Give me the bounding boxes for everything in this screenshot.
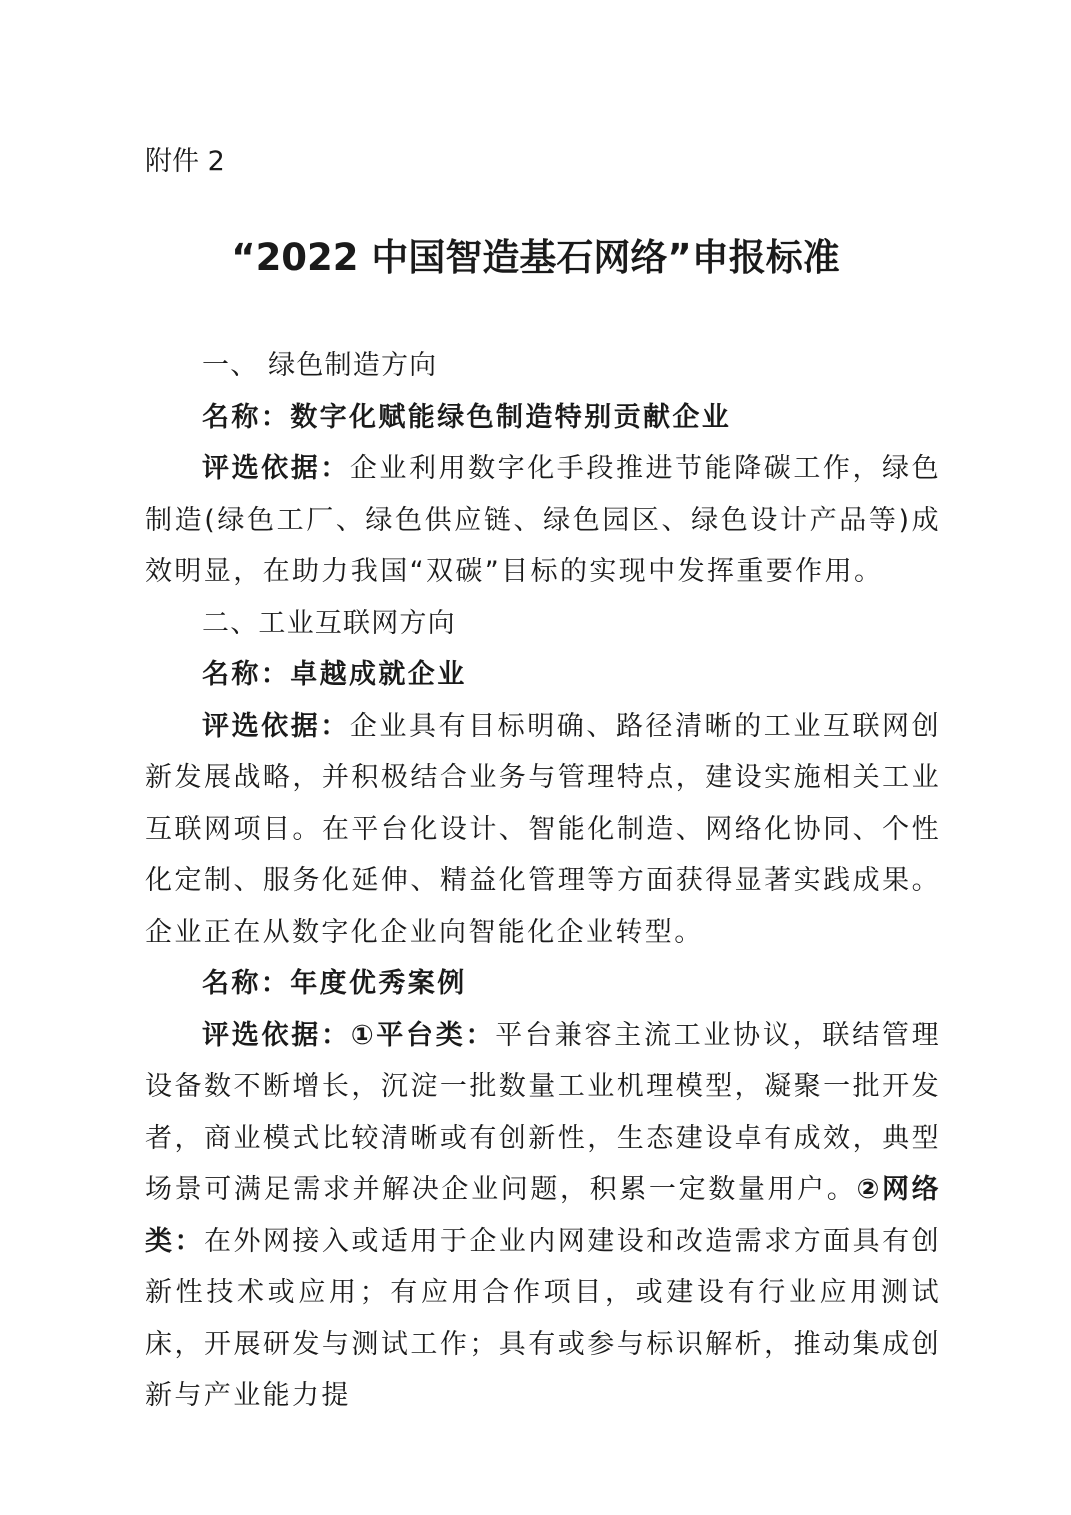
name-label: 名称： xyxy=(202,968,291,999)
award-name-paragraph xyxy=(145,958,941,1010)
section-heading-industrial-internet: 二、工业互联网方向 xyxy=(202,607,456,639)
criteria-text: 企业利用数字化手段推进节能降碳工作，绿色制造(绿色工厂、绿色供应链、绿色园区、绿色设计产品等)成效明显，在助力我国“双碳”目标的实现中发挥重要作用。 xyxy=(145,453,942,587)
platform-category-text: 平台兼容主流工业协议，联结管理设备数不断增长，沉淀一批数量工业机理模型，凝聚一批开发者，商业模式比较清晰或有创新性，生态建设卓有成效，典型场景可满足需求并解决企业问题，积累一定数量用户。 xyxy=(145,1019,942,1205)
name-label: 名称： xyxy=(202,401,291,433)
award-name-paragraph xyxy=(145,649,941,701)
attachment-label: 附件 2 xyxy=(145,146,225,177)
platform-category-label: ①平台类： xyxy=(350,1019,496,1051)
document-body xyxy=(145,340,941,1422)
criteria-paragraph xyxy=(145,443,941,598)
network-category-text: 在外网接入或适用于企业内网建设和改造需求方面具有创新性技术或应用；有应用合作项目，或建设有行业应用测试床，开展研发与测试工作；具有或参与标识解析，推动集成创新与产业能力提 xyxy=(145,1225,941,1411)
award-name-paragraph xyxy=(145,392,941,444)
criteria-label: 评选依据： xyxy=(202,453,350,484)
award-name: 卓越成就企业 xyxy=(290,659,467,690)
award-name: 数字化赋能绿色制造特别贡献企业 xyxy=(290,401,732,433)
criteria-text: 企业具有目标明确、路径清晰的工业互联网创新发展战略，并积极结合业务与管理特点，建设实施相关工业互联网项目。在平台化设计、智能化制造、网络化协同、个性化定制、服务化延伸、精益化管理等方面获得显著实践成果。企业正在从数字化企业向智能化企业转型。 xyxy=(145,710,942,948)
criteria-label: 评选依据： xyxy=(202,710,350,742)
criteria-paragraph xyxy=(145,701,941,959)
award-name: 年度优秀案例 xyxy=(290,968,467,999)
criteria-paragraph xyxy=(145,1010,941,1422)
document-title: “2022 中国智造基石网络”申报标准 xyxy=(231,236,840,279)
name-label: 名称： xyxy=(202,659,291,690)
section-heading-green-manufacturing: 一、 绿色制造方向 xyxy=(202,350,438,381)
criteria-label: 评选依据： xyxy=(202,1019,351,1051)
network-category-label: ②网络类： xyxy=(145,1174,942,1257)
